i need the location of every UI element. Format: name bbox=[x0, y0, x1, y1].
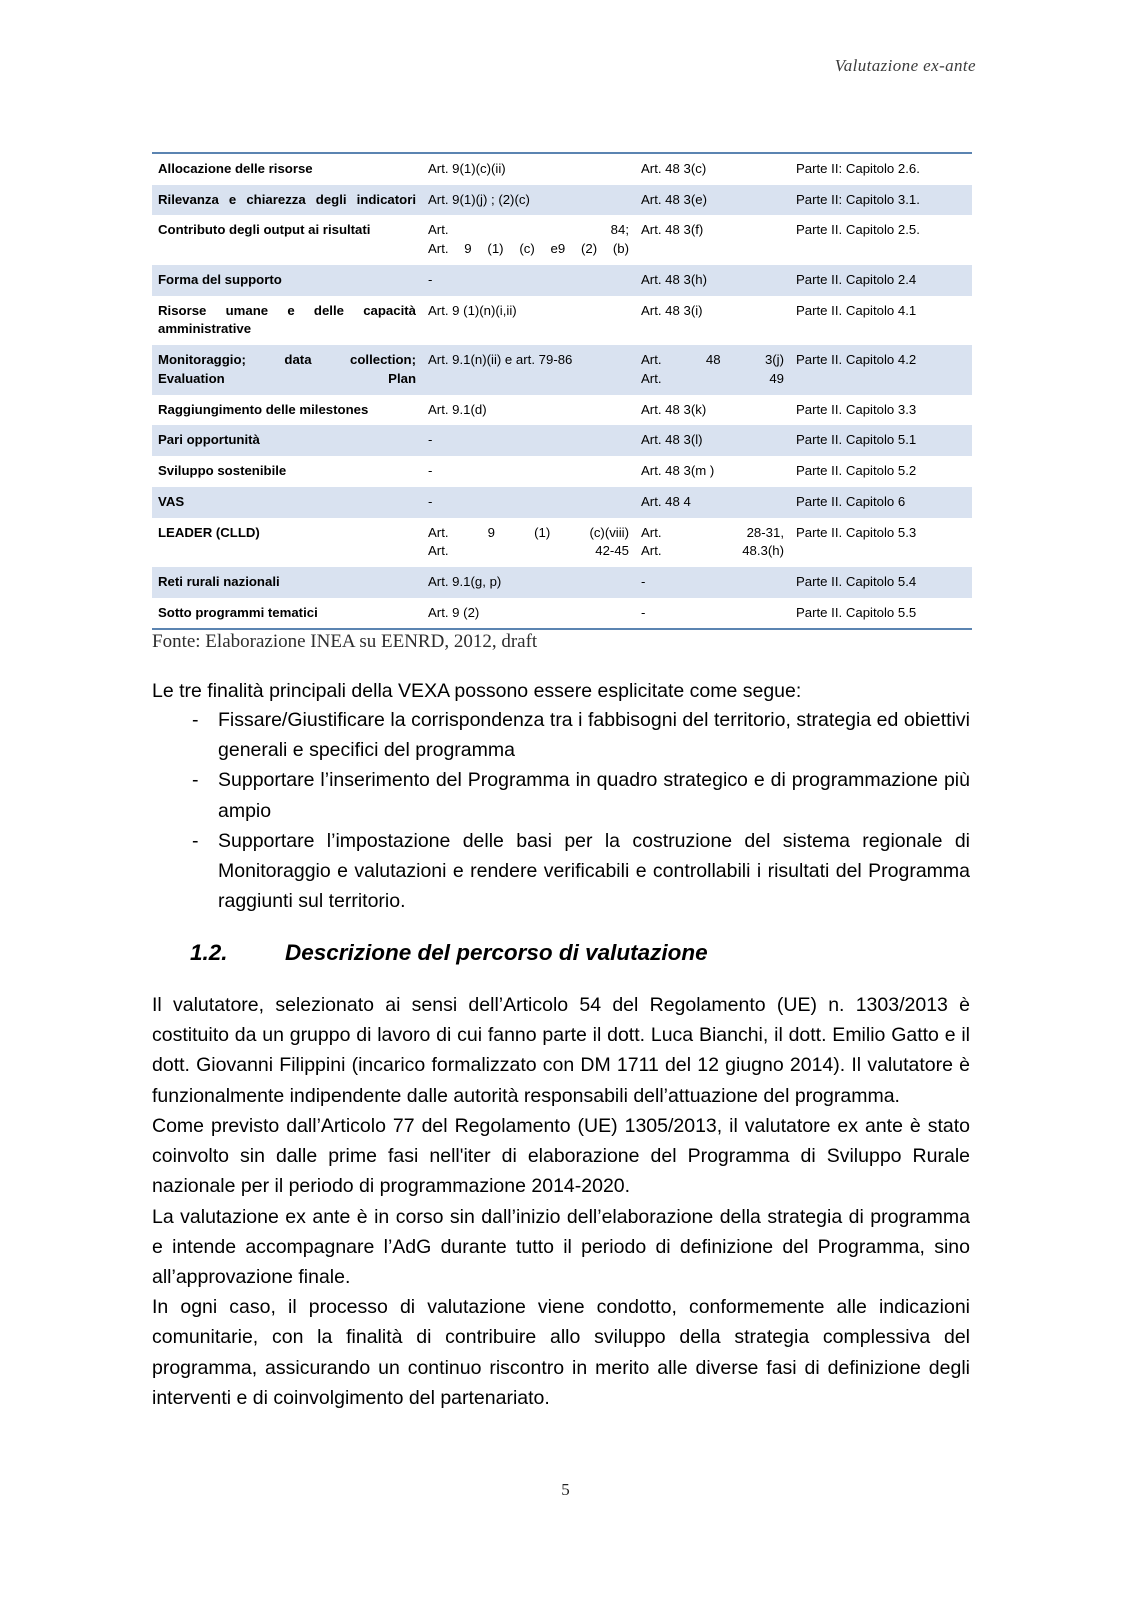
art_reg1: - bbox=[422, 425, 635, 456]
page-number: 5 bbox=[561, 1480, 570, 1499]
list-item-text: Fissare/Giustificare la corrispondenza tra i fabbisogni del territorio, strategia ed obiettivi generali e specifici del programma bbox=[218, 709, 970, 762]
art_reg2: - bbox=[635, 567, 790, 598]
list-item-text: Supportare l’impostazione delle basi per la costruzione del sistema regionale di Monitoraggio e valutazioni e rendere verificabili e controllabili i risultati del Programma raggiunti sul territorio. bbox=[218, 829, 970, 913]
criterion: Risorse umane e delle capacità amministrative bbox=[158, 302, 416, 337]
art_reg1: Art. 9(1)(c)(ii) bbox=[422, 153, 635, 185]
art_reg2: Art. 28-31, Art. 48.3(h) bbox=[641, 524, 784, 559]
criterion: Reti rurali nazionali bbox=[152, 567, 422, 598]
art_reg1: Art. 9 (2) bbox=[422, 598, 635, 630]
art_reg2: Art. 48 3(i) bbox=[641, 302, 703, 318]
art_reg2: Art. 48 3(e) bbox=[635, 185, 790, 216]
table-row bbox=[152, 567, 972, 598]
art_reg1: Art. 9.1(g, p) bbox=[422, 567, 635, 598]
criterion: Pari opportunità bbox=[152, 425, 422, 456]
art_reg1: Art. 9(1)(j) ; (2)(c) bbox=[422, 185, 635, 216]
reference: Parte II. Capitolo 5.2 bbox=[796, 463, 917, 479]
art_reg2: - bbox=[635, 598, 790, 630]
table-row bbox=[152, 518, 972, 567]
section-title: Descrizione del percorso di valutazione bbox=[285, 940, 708, 965]
criterion: Allocazione delle risorse bbox=[152, 153, 422, 185]
criterion: LEADER (CLLD) bbox=[158, 524, 260, 540]
reference: Parte II. Capitolo 5.5 bbox=[790, 598, 972, 630]
criterion: Forma del supporto bbox=[152, 265, 422, 296]
list-item bbox=[152, 765, 970, 825]
section-number: 1.2. bbox=[190, 940, 228, 965]
art_reg2: Art. 48 3(f) bbox=[641, 222, 704, 238]
bullet-dash-icon: - bbox=[192, 769, 199, 792]
reference: Parte II: Capitolo 3.1. bbox=[790, 185, 972, 216]
running-header: Valutazione ex-ante bbox=[834, 56, 976, 75]
criterion: Rilevanza e chiarezza degli indicatori bbox=[152, 185, 422, 216]
section-body bbox=[152, 990, 970, 1413]
section-heading-1-2 bbox=[190, 940, 708, 966]
art_reg1: Art. 9 (1) (c)(viii) Art. 42-45 bbox=[428, 524, 629, 559]
table-row bbox=[152, 487, 972, 518]
reference: Parte II: Capitolo 2.6. bbox=[790, 153, 972, 185]
art_reg2: Art. 48 3(j) Art. 49 bbox=[635, 345, 790, 394]
reference: Parte II. Capitolo 3.3 bbox=[796, 401, 917, 417]
body-paragraph: La valutazione ex ante è in corso sin dall’inizio dell’elaborazione della strategia di programma e intende accompagnare l’AdG durante tutto il periodo di definizione del Programma, sino all’approvazione finale. bbox=[152, 1205, 970, 1288]
art_reg2: Art. 48 4 bbox=[635, 487, 790, 518]
table-row bbox=[152, 153, 972, 185]
art_reg2: Art. 48 3(c) bbox=[635, 153, 790, 185]
table-row bbox=[152, 395, 972, 426]
body-paragraph: In ogni caso, il processo di valutazione viene condotto, conformemente alle indicazioni comunitarie, con la finalità di contribuire allo sviluppo della strategia complessiva del programma, assicurando un continuo riscontro in merito alle diverse fasi di definizione degli interventi e di coinvolgimento del partenariato. bbox=[152, 1296, 970, 1409]
list-item bbox=[152, 705, 970, 765]
body-paragraph: Come previsto dall’Articolo 77 del Regolamento (UE) 1305/2013, il valutatore ex ante è stato coinvolto sin dalle prime fasi nell'iter di elaborazione del Programma di Sviluppo Rurale nazionale per il periodo di programmazione 2014-2020. bbox=[152, 1114, 970, 1198]
art_reg1: - bbox=[428, 463, 433, 479]
art_reg1: Art. 84; Art. 9 (1) (c) e9 (2) (b) bbox=[428, 222, 629, 257]
art_reg2: Art. 48 3(h) bbox=[635, 265, 790, 296]
criterion: Contributo degli output ai risultati bbox=[158, 222, 371, 238]
criterion: Monitoraggio; data collection; Evaluation Plan bbox=[152, 345, 422, 394]
purposes-list bbox=[152, 705, 970, 917]
table-row bbox=[152, 345, 972, 394]
table-source-note: Fonte: Elaborazione INEA su EENRD, 2012, draft bbox=[152, 631, 538, 652]
criterion: VAS bbox=[152, 487, 422, 518]
table-row bbox=[152, 296, 972, 345]
art_reg2: Art. 48 3(m ) bbox=[641, 463, 715, 479]
reference: Parte II. Capitolo 4.2 bbox=[790, 345, 972, 394]
criterion: Sotto programmi tematici bbox=[152, 598, 422, 630]
reference: Parte II. Capitolo 4.1 bbox=[796, 302, 917, 318]
table-row bbox=[152, 425, 972, 456]
table-row bbox=[152, 598, 972, 630]
list-item-text: Supportare l’inserimento del Programma in quadro strategico e di programmazione più ampio bbox=[218, 769, 970, 822]
intro-paragraph: Le tre finalità principali della VEXA possono essere esplicitate come segue: bbox=[152, 680, 802, 702]
criteria-table-container bbox=[152, 152, 972, 630]
table-row bbox=[152, 185, 972, 216]
reference: Parte II. Capitolo 5.4 bbox=[790, 567, 972, 598]
art_reg1: - bbox=[422, 487, 635, 518]
bullet-dash-icon: - bbox=[192, 709, 199, 731]
criteria-table bbox=[152, 152, 972, 630]
list-item bbox=[152, 826, 970, 917]
art_reg1: Art. 9.1(n)(ii) e art. 79-86 bbox=[422, 345, 635, 394]
criterion: Raggiungimento delle milestones bbox=[158, 401, 369, 417]
art_reg1: - bbox=[422, 265, 635, 296]
reference: Parte II. Capitolo 2.4 bbox=[790, 265, 972, 296]
table-row bbox=[152, 456, 972, 487]
criterion: Sviluppo sostenibile bbox=[158, 463, 287, 479]
reference: Parte II. Capitolo 5.3 bbox=[796, 524, 917, 540]
art_reg2: Art. 48 3(k) bbox=[641, 401, 707, 417]
art_reg2: Art. 48 3(l) bbox=[635, 425, 790, 456]
art_reg1: Art. 9 (1)(n)(i,ii) bbox=[428, 302, 517, 318]
reference: Parte II. Capitolo 6 bbox=[790, 487, 972, 518]
table-row bbox=[152, 215, 972, 264]
bullet-dash-icon: - bbox=[192, 829, 199, 852]
art_reg1: Art. 9.1(d) bbox=[428, 401, 487, 417]
reference: Parte II. Capitolo 2.5. bbox=[796, 222, 920, 238]
table-row bbox=[152, 265, 972, 296]
body-paragraph: Il valutatore, selezionato ai sensi dell’Articolo 54 del Regolamento (UE) n. 1303/2013 è costituito da un gruppo di lavoro di cui fanno parte il dott. Luca Bianchi, il dott. Emilio Gatto e il dott. Giovanni Filippini (incarico formalizzato con DM 1711 del 12 giugno 2014). Il valutatore è funzionalmente indipendente dalle autorità responsabili dell’attuazione del programma. bbox=[152, 994, 970, 1107]
reference: Parte II. Capitolo 5.1 bbox=[790, 425, 972, 456]
